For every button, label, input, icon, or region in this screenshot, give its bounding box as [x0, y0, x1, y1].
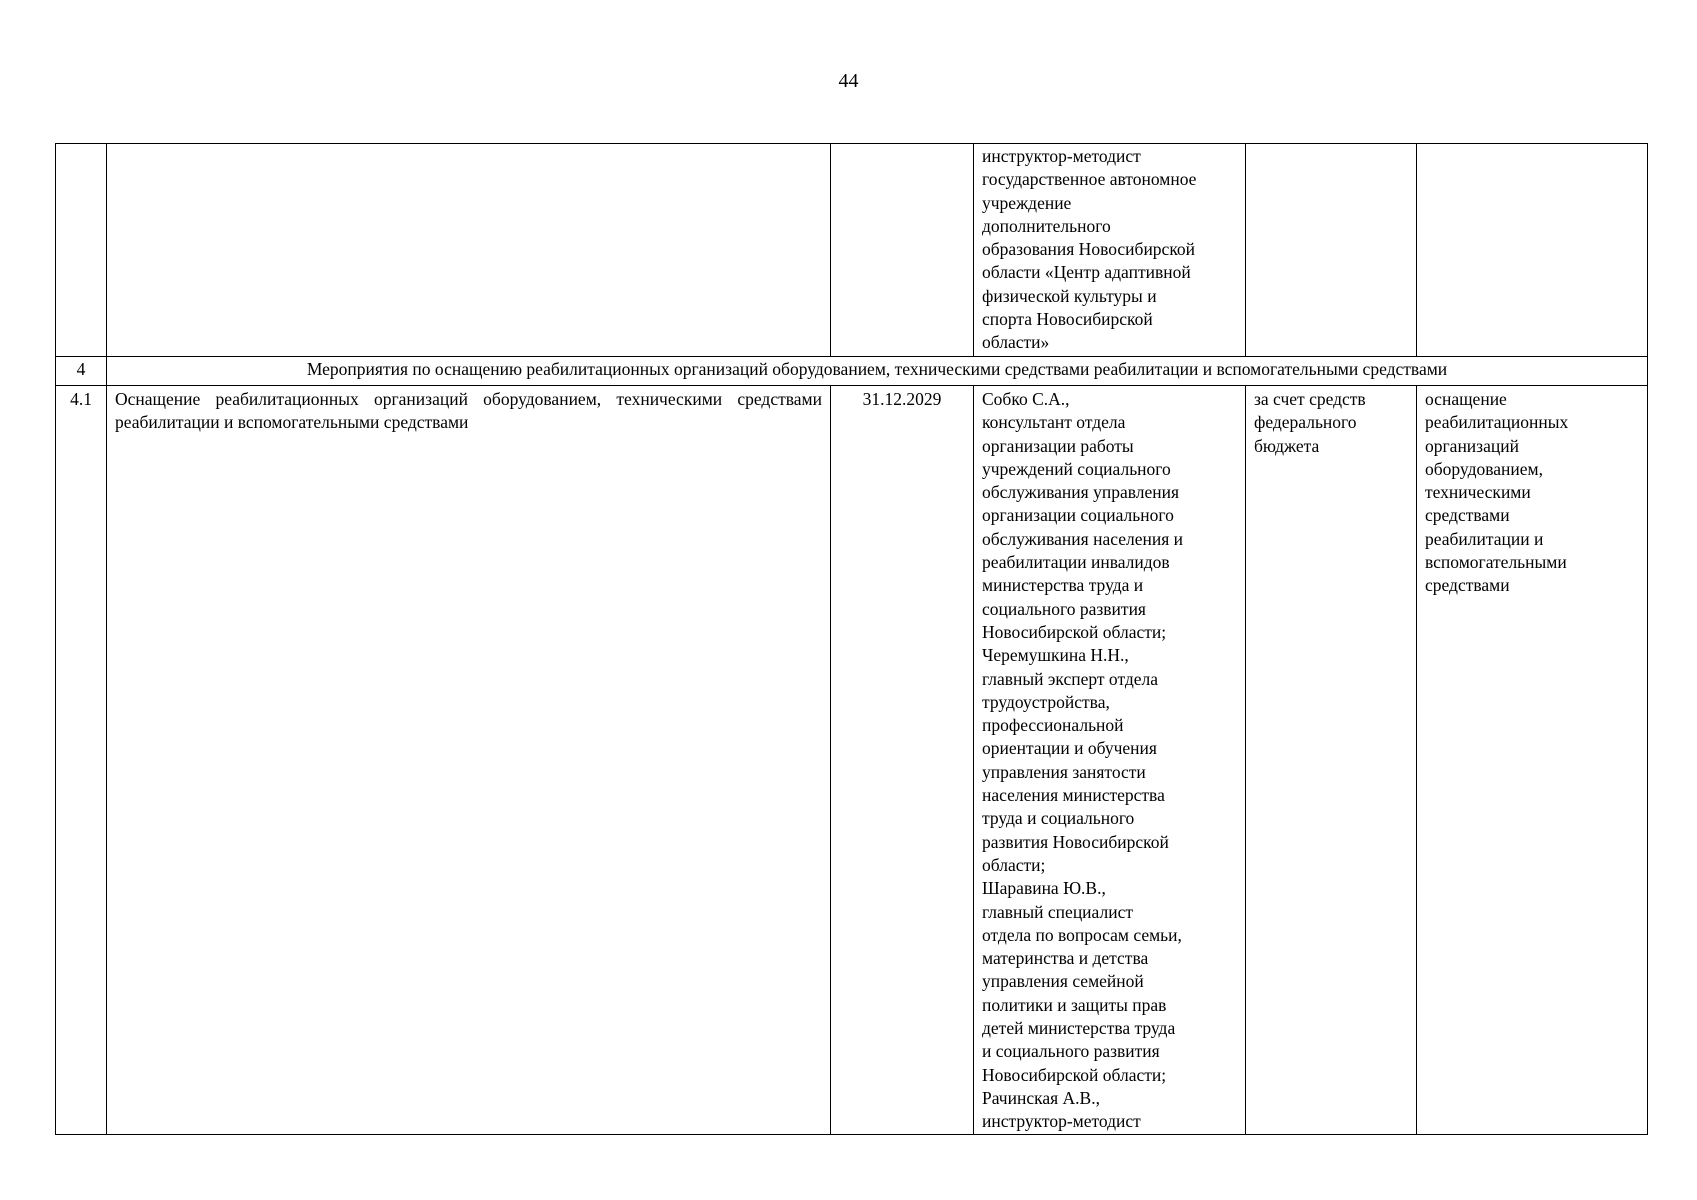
item-executors: Собко С.А., консультант отдела организации работы учреждений социального обслуживания управления организации социального обслуживания населения и реабилитации инвалидов министерства труда и социального развития Новосибирской области; Черемушкина Н.Н., главный эксперт отдела трудоустройства, профессиональной ориентации и обучения управления занятости населения министерства труда и социального развития Новосибирской области; Шаравина Ю.В., главный специалист отдела по вопросам семьи, материнства и детства управления семейной политики и защиты прав детей министерства труда и социального развития Новосибирской области; Рачинская А.В., инструктор-методист [974, 386, 1246, 1135]
cell-name-empty [107, 144, 831, 357]
section-title: Мероприятия по оснащению реабилитационных организаций оборудованием, техническими средствами реабилитации и вспомогательными средствами [107, 357, 1648, 386]
cell-funding-empty [1246, 144, 1417, 357]
section-number: 4 [56, 357, 107, 386]
item-result: оснащение реабилитационных организаций оборудованием, техническими средствами реабилитации и вспомогательными средствами [1417, 386, 1648, 1135]
plan-table [55, 143, 1648, 1135]
item-number: 4.1 [56, 386, 107, 1135]
item-deadline: 31.12.2029 [831, 386, 974, 1135]
table-row-continuation [56, 144, 1648, 357]
cell-deadline-empty [831, 144, 974, 357]
cell-number-empty [56, 144, 107, 357]
table-row-item [56, 386, 1648, 1135]
page-number: 44 [838, 70, 859, 92]
cell-result-empty [1417, 144, 1648, 357]
item-name: Оснащение реабилитационных организаций оборудованием, техническими средствами реабилитации и вспомогательными средствами [107, 386, 831, 1135]
table-row-section [56, 357, 1648, 386]
item-funding: за счет средств федерального бюджета [1246, 386, 1417, 1135]
cell-executor-continuation: инструктор-методист государственное автономное учреждение дополнительного образования Новосибирской области «Центр адаптивной физической культуры и спорта Новосибирской области» [974, 144, 1246, 357]
